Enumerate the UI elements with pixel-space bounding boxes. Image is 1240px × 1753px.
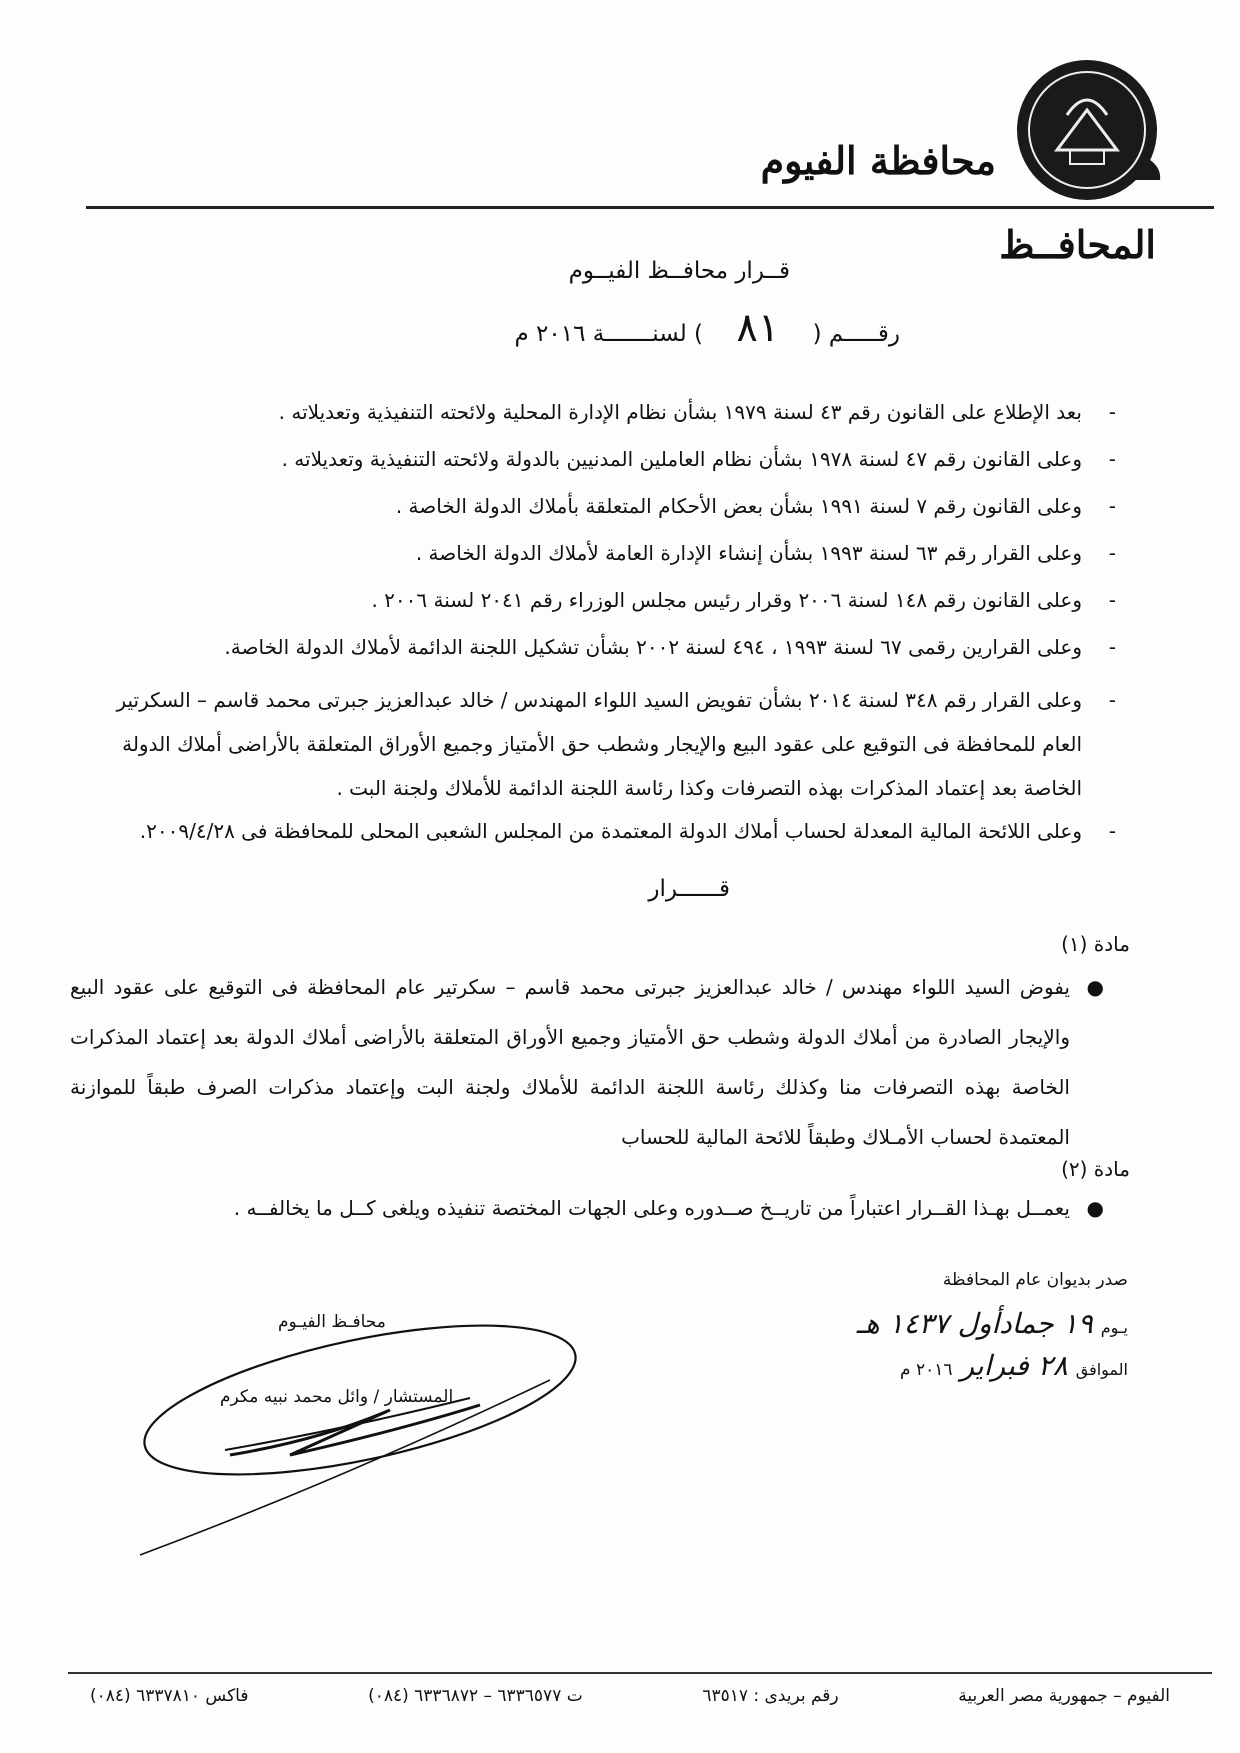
preamble-item: - وعلى القرارين رقمى ٦٧ لسنة ١٩٩٣ ، ٤٩٤ لسنة ٢٠٠٢ بشأن تشكيل اللجنة الدائمة لأملاك الدولة الخاصة. <box>116 631 1116 678</box>
corresponding-label: الموافق <box>1075 1360 1128 1379</box>
footer-postal: رقم بريدى : ٦٣٥١٧ <box>702 1686 839 1706</box>
preamble-item: - وعلى اللائحة المالية المعدلة لحساب أملاك الدولة المعتمدة من المجلس الشعبى المحلى للمحافظة فى ٢٠٠٩/٤/٢٨. <box>116 815 1116 862</box>
decree-number: ٨١ <box>736 305 780 351</box>
dash-marker: - <box>1108 635 1116 659</box>
hijri-date-value: ١٩ جمادأول ١٤٣٧ هـ <box>856 1307 1093 1340</box>
gregorian-day-month: ٢٨ فبراير <box>960 1349 1068 1382</box>
gregorian-date <box>900 1349 1128 1382</box>
decree-number-line <box>514 305 900 351</box>
header-divider <box>86 206 1214 209</box>
governor-title: محافـظ الفيـوم <box>278 1312 386 1332</box>
preamble-item: - وعلى القرار رقم ٣٤٨ لسنة ٢٠١٤ بشأن تفويض السيد اللواء المهندس / خالد عبدالعزيز جبرتى محمد قاسم – السكرتير العام للمحافظة فى التوقيع على عقود البيع والإيجار وشطب حق الأمتياز وجميع الأوراق المتعلقة بالأراضى أملاك الدولة الخاصة بعد إعتماد المذكرات بهذه التصرفات وكذا رئاسة اللجنة الدائمة للأملاك ولجنة البت . <box>116 678 1116 810</box>
dash-marker: - <box>1108 541 1116 565</box>
preamble-item: - بعد الإطلاع على القانون رقم ٤٣ لسنة ١٩٧٩ بشأن نظام الإدارة المحلية ولائحته التنفيذية وتعديلاته . <box>116 396 1116 443</box>
decision-heading: قــــــرار <box>648 876 730 902</box>
decree-number-suffix: ) لسنـــــــة ٢٠١٦ م <box>514 321 704 347</box>
article-text: ● يفوض السيد اللواء مهندس / خالد عبدالعزيز جبرتى محمد قاسم – سكرتير عام المحافظة فى التوقيع على عقود البيع والإيجار الصادرة من أملاك الدولة وشطب حق الأمتياز وجميع الأوراق المتعلقة بالأراضى أملاك الدولة بعد إعتماد المذكرات الخاصة بهذه التصرفات منا وكذلك رئاسة اللجنة الدائمة للأملاك ولجنة البت وإعتماد مذكرات الصرف طبقاً للموازنة المعتمدة لحساب الأمـلاك وطبقاً للائحة المالية للحساب <box>70 962 1104 1162</box>
footer <box>90 1686 1170 1706</box>
article-label: مادة (٢) <box>1061 1157 1130 1181</box>
preamble-list <box>116 396 1116 862</box>
dash-marker: - <box>1108 447 1116 471</box>
preamble-item: - وعلى القانون رقم ٤٧ لسنة ١٩٧٨ بشأن نظام العاملين المدنيين بالدولة ولائحته التنفيذية وتعديلاته . <box>116 443 1116 490</box>
issued-at: صدر بديوان عام المحافظة <box>942 1270 1128 1290</box>
bullet-marker: ● <box>1086 1196 1104 1220</box>
preamble-item: - وعلى القرار رقم ٦٣ لسنة ١٩٩٣ بشأن إنشاء الإدارة العامة لأملاك الدولة الخاصة . <box>116 537 1116 584</box>
hijri-date <box>857 1307 1128 1340</box>
article-text: ● يعمــل بهـذا القــرار اعتباراً من تاريــخ صــدوره وعلى الجهات المختصة تنفيذه ويلغى كــل ما يخالفــه . <box>70 1192 1104 1224</box>
article-label: مادة (١) <box>1061 932 1130 956</box>
decree-number-prefix: رقـــــم ( <box>812 321 900 347</box>
preamble-item: - وعلى القانون رقم ١٤٨ لسنة ٢٠٠٦ وقرار رئيس مجلس الوزراء رقم ٢٠٤١ لسنة ٢٠٠٦ . <box>116 584 1116 631</box>
day-label: يـوم <box>1100 1318 1128 1337</box>
bullet-marker: ● <box>1086 975 1104 999</box>
dash-marker: - <box>1108 688 1116 712</box>
handwritten-signature <box>140 1290 620 1570</box>
footer-phone: ت ٦٣٣٦٥٧٧ – ٦٣٣٦٨٧٢ (٠٨٤) <box>368 1686 583 1706</box>
gregorian-year: ٢٠١٦ م <box>900 1360 953 1380</box>
organization-name: محافظة الفيوم <box>760 138 996 183</box>
footer-divider <box>68 1672 1212 1674</box>
office-title: المحافــظ <box>999 222 1156 267</box>
dash-marker: - <box>1108 494 1116 518</box>
footer-address: الفيوم – جمهورية مصر العربية <box>958 1686 1170 1706</box>
footer-fax: فاكس ٦٣٣٧٨١٠ (٠٨٤) <box>90 1686 249 1706</box>
governor-name: المستشار / وائل محمد نبيه مكرم <box>220 1387 454 1407</box>
preamble-item: - وعلى القانون رقم ٧ لسنة ١٩٩١ بشأن بعض الأحكام المتعلقة بأملاك الدولة الخاصة . <box>116 490 1116 537</box>
governorate-seal-logo <box>1012 55 1162 205</box>
decree-title: قــرار محافــظ الفيــوم <box>568 258 790 284</box>
dash-marker: - <box>1108 588 1116 612</box>
dash-marker: - <box>1108 819 1116 843</box>
dash-marker: - <box>1108 400 1116 424</box>
